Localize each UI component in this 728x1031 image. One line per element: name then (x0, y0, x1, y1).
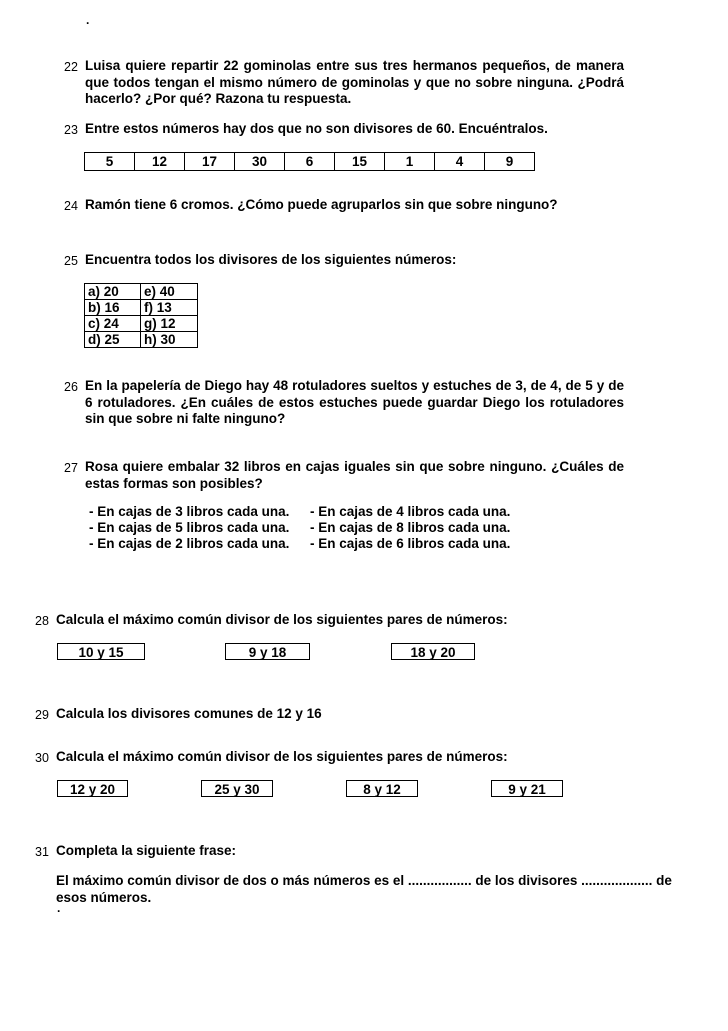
question-29-number: 29 (35, 708, 49, 722)
question-26-number: 26 (64, 380, 78, 394)
table-cell: f) 13 (141, 300, 198, 316)
question-28-number: 28 (35, 614, 49, 628)
divisor-numbers-table (84, 152, 535, 171)
table-cell: h) 30 (141, 332, 198, 348)
question-24-text: Ramón tiene 6 cromos. ¿Cómo puede agruparlos sin que sobre ninguno? (85, 197, 558, 212)
end-mark: · (57, 904, 61, 918)
number-cell: 30 (235, 153, 285, 171)
question-23-text: Entre estos números hay dos que no son divisores de 60. Encuéntralos. (85, 121, 548, 136)
question-31-number: 31 (35, 845, 49, 859)
divisors-table (84, 283, 198, 348)
number-cell: 6 (285, 153, 335, 171)
number-cell: 17 (185, 153, 235, 171)
question-27-number: 27 (64, 461, 78, 475)
number-pair-box: 9 y 21 (491, 780, 563, 797)
number-cell: 4 (435, 153, 485, 171)
question-23-number: 23 (64, 123, 78, 137)
question-28-text: Calcula el máximo común divisor de los siguientes pares de números: (56, 612, 508, 627)
top-mark: · (86, 16, 90, 30)
question-30-number: 30 (35, 751, 49, 765)
number-pair-box: 12 y 20 (57, 780, 128, 797)
fill-in-sentence: El máximo común divisor de dos o más números es el ................. de los divisores ................... de esos números. (56, 873, 672, 905)
table-cell: d) 25 (85, 332, 141, 348)
table-cell: e) 40 (141, 284, 198, 300)
number-pair-box: 25 y 30 (201, 780, 273, 797)
option-item: - En cajas de 8 libros cada una. (310, 520, 511, 535)
question-24-number: 24 (64, 199, 78, 213)
table-cell: a) 20 (85, 284, 141, 300)
question-30-text: Calcula el máximo común divisor de los siguientes pares de números: (56, 749, 508, 764)
question-27-text: Rosa quiere embalar 32 libros en cajas iguales sin que sobre ninguno. ¿Cuáles de estas formas son posibles? (85, 459, 624, 491)
option-item: - En cajas de 6 libros cada una. (310, 536, 511, 551)
number-cell: 12 (135, 153, 185, 171)
question-22-text: Luisa quiere repartir 22 gominolas entre sus tres hermanos pequeños, de manera que todos tengan el mismo número de gominolas y que no sobre ninguna. ¿Podrá hacerlo? ¿Por qué? Razona tu respuesta. (85, 58, 624, 106)
number-pair-box: 18 y 20 (391, 643, 475, 660)
question-25-number: 25 (64, 254, 78, 268)
table-cell: g) 12 (141, 316, 198, 332)
option-item: - En cajas de 5 libros cada una. (89, 520, 290, 535)
number-cell: 1 (385, 153, 435, 171)
question-25-text: Encuentra todos los divisores de los siguientes números: (85, 252, 457, 267)
table-cell: c) 24 (85, 316, 141, 332)
option-item: - En cajas de 2 libros cada una. (89, 536, 290, 551)
question-22-number: 22 (64, 60, 78, 74)
number-cell: 15 (335, 153, 385, 171)
question-31-text: Completa la siguiente frase: (56, 843, 237, 858)
table-cell: b) 16 (85, 300, 141, 316)
question-26-text: En la papelería de Diego hay 48 rotuladores sueltos y estuches de 3, de 4, de 5 y de 6 rotuladores. ¿En cuáles de estos estuches puede guardar Diego los rotuladores sin que sobre ni falte ninguno? (85, 378, 624, 426)
option-item: - En cajas de 3 libros cada una. (89, 504, 290, 519)
number-pair-box: 9 y 18 (225, 643, 310, 660)
question-29-text: Calcula los divisores comunes de 12 y 16 (56, 706, 322, 721)
option-item: - En cajas de 4 libros cada una. (310, 504, 511, 519)
number-cell: 5 (85, 153, 135, 171)
number-pair-box: 10 y 15 (57, 643, 145, 660)
number-pair-box: 8 y 12 (346, 780, 418, 797)
number-cell: 9 (485, 153, 535, 171)
